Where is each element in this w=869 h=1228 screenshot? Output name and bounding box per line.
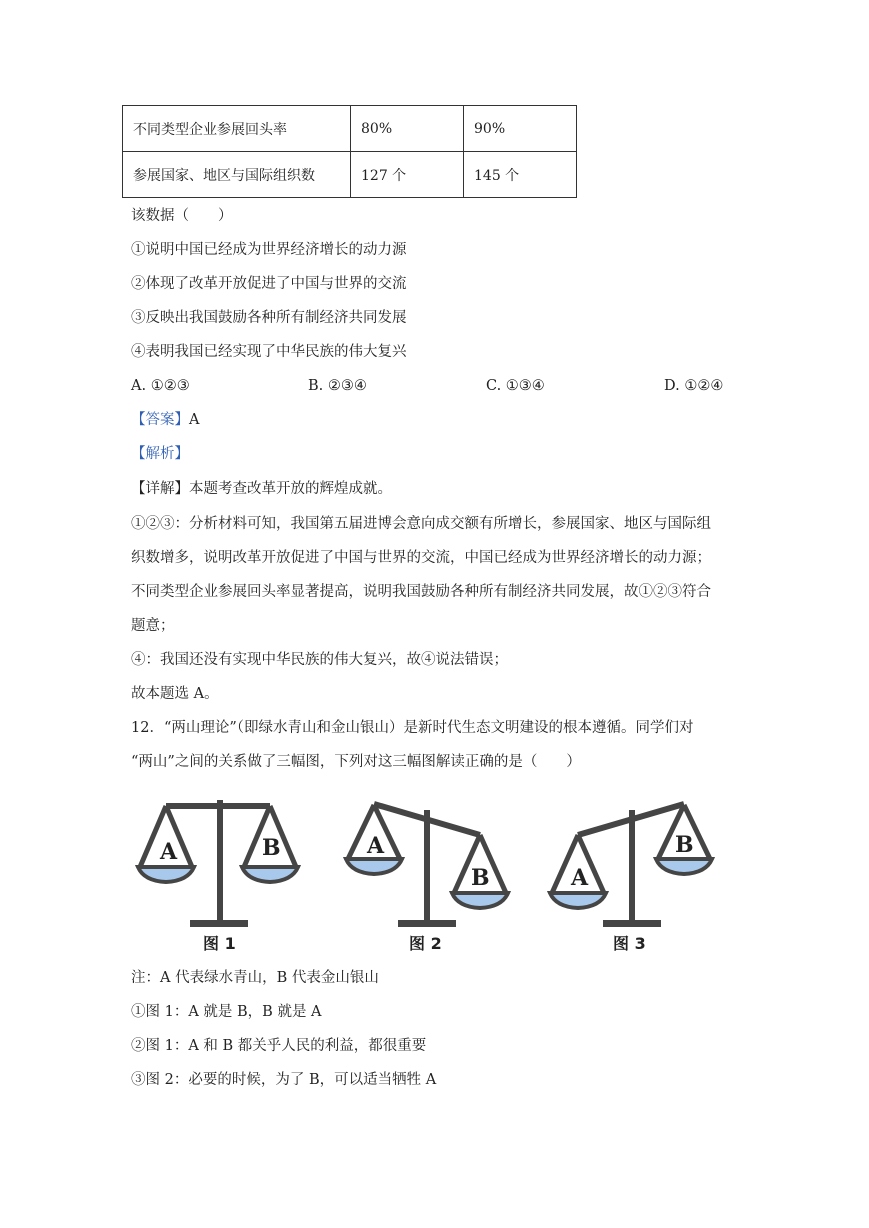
figure-label: 图 2	[409, 934, 442, 953]
statement-4: ④表明我国已经实现了中华民族的伟大复兴	[131, 344, 407, 360]
answer-value: A	[189, 412, 200, 428]
figure-note: 注：A 代表绿水青山，B 代表金山银山	[131, 970, 379, 986]
answer-line	[131, 410, 199, 430]
table-row	[123, 152, 577, 198]
pan-label: B	[262, 835, 281, 861]
question-stem: 该数据（ ）	[131, 208, 233, 224]
table-cell-value: 145 个	[464, 152, 577, 198]
q12-statement-2: ②图 1：A 和 B 都关乎人民的利益，都很重要	[131, 1038, 427, 1054]
q12-stem-2: “两山”之间的关系做了三幅图，下列对这三幅图解读正确的是（ ）	[131, 754, 581, 770]
table-cell-value: 127 个	[351, 152, 464, 198]
statement-1: ①说明中国已经成为世界经济增长的动力源	[131, 242, 407, 258]
statement-3: ③反映出我国鼓励各种所有制经济共同发展	[131, 310, 407, 326]
table-row	[123, 106, 577, 152]
detail-text-4: 题意；	[131, 618, 175, 634]
statement-2: ②体现了改革开放促进了中国与世界的交流	[131, 276, 407, 292]
scale-figure-1	[138, 800, 298, 953]
expo-data-table	[122, 105, 577, 198]
option-c: C. ①③④	[486, 378, 545, 394]
detail-text-6: 故本题选 A。	[131, 686, 219, 702]
figure-label: 图 3	[613, 934, 646, 953]
answer-tag: 【答案】	[131, 412, 189, 428]
option-b: B. ②③④	[308, 378, 367, 394]
figure-label: 图 1	[203, 934, 236, 953]
pan-label: A	[571, 865, 589, 891]
detail-text-1: ①②③：分析材料可知，我国第五届进博会意向成交额有所增长，参展国家、地区与国际组	[131, 516, 711, 532]
scale-figure-2	[346, 804, 508, 953]
q12-stem-1: 12．“两山理论”（即绿水青山和金山银山）是新时代生态文明建设的根本遵循。同学们对	[131, 720, 694, 736]
table-cell-label: 参展国家、地区与国际组织数	[123, 152, 351, 198]
balance-scales-svg	[128, 795, 728, 960]
detail-text-3: 不同类型企业参展回头率显著提高，说明我国鼓励各种所有制经济共同发展，故①②③符合	[131, 584, 711, 600]
pan-label: A	[367, 833, 385, 859]
pan-label: A	[160, 839, 178, 865]
option-d: D. ①②④	[664, 378, 724, 394]
detail-tag: 【详解】	[131, 481, 189, 497]
detail-intro: 本题考查改革开放的辉煌成就。	[189, 481, 392, 497]
analysis-tag: 【解析】	[131, 446, 189, 462]
detail-text-5: ④：我国还没有实现中华民族的伟大复兴，故④说法错误；	[131, 652, 508, 668]
detail-line	[131, 479, 392, 499]
q12-statement-1: ①图 1：A 就是 B，B 就是 A	[131, 1004, 322, 1020]
balance-scales-figure	[128, 795, 728, 960]
detail-text-2: 织数增多，说明改革开放促进了中国与世界的交流，中国已经成为世界经济增长的动力源；	[131, 550, 711, 566]
q12-statement-3: ③图 2：必要的时候，为了 B，可以适当牺牲 A	[131, 1072, 437, 1088]
table-cell-value: 80%	[351, 106, 464, 152]
scale-figure-3	[550, 804, 712, 953]
pan-label: B	[675, 832, 694, 858]
pan-label: B	[471, 865, 490, 891]
table-cell-label: 不同类型企业参展回头率	[123, 106, 351, 152]
table-cell-value: 90%	[464, 106, 577, 152]
option-a: A. ①②③	[131, 378, 190, 394]
